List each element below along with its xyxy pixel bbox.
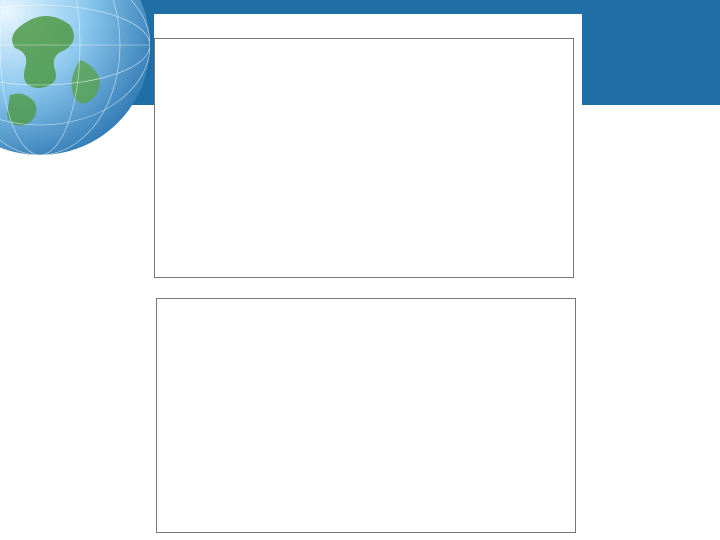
management-report-panel [154, 14, 582, 279]
globe-icon [0, 0, 150, 160]
report-body [154, 38, 574, 278]
free-information-panel [156, 298, 576, 533]
